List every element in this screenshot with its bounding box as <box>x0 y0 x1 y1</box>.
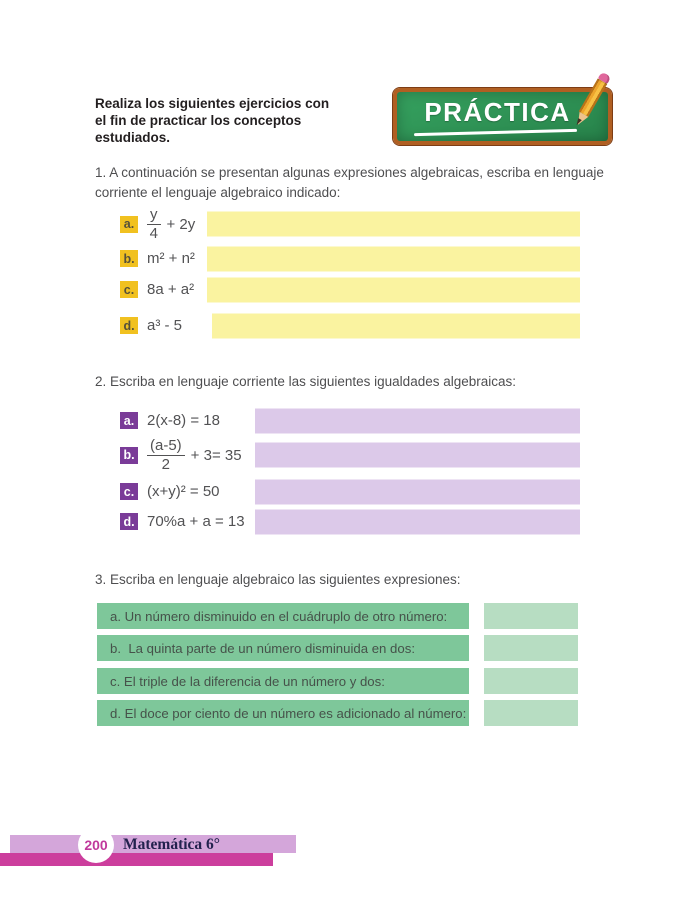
item-expression: $\frac{y}{4}$ + 2y <box>147 207 195 242</box>
answer-box[interactable] <box>212 313 580 338</box>
intro-text: Realiza los siguientes ejercicios con el fin de practicar los conceptos estudiados. <box>95 96 330 146</box>
footer-bar-magenta <box>0 853 273 866</box>
item-expression: 8a + a² <box>147 281 195 298</box>
item-badge: a. <box>120 412 138 429</box>
item-badge: b. <box>120 250 138 267</box>
exercise-1-item-a <box>120 206 580 242</box>
exercise-1-item-d <box>120 313 580 338</box>
exercise-3-item-b <box>97 635 578 661</box>
fraction: $\frac{(a-5)}{2}$ <box>147 438 185 473</box>
exercise-1-item-b <box>120 246 580 271</box>
answer-box[interactable] <box>484 603 578 629</box>
answer-box[interactable] <box>207 277 580 302</box>
exercise-3-item-a <box>97 603 578 629</box>
fraction: $\frac{y}{4}$ <box>147 207 161 242</box>
page-number-badge: 200 <box>78 827 114 863</box>
book-title: Matemática 6° <box>123 836 221 853</box>
item-expression: a³ - 5 <box>147 317 183 334</box>
item-badge: b. <box>120 447 138 464</box>
item-badge: d. <box>120 513 138 530</box>
item-expression: 70%a + a = 13 <box>147 513 245 530</box>
answer-box[interactable] <box>255 443 580 468</box>
practica-title: PRÁCTICA <box>424 97 571 127</box>
answer-box[interactable] <box>484 635 578 661</box>
statement-bar: a. Un número disminuido en el cuádruplo de otro número: <box>97 603 469 629</box>
item-badge: a. <box>120 216 138 233</box>
item-expression: 2(x-8) = 18 <box>147 412 220 429</box>
statement-bar: b. La quinta parte de un número disminuida en dos: <box>97 635 469 661</box>
item-badge: d. <box>120 317 138 334</box>
exercise-1-item-c <box>120 277 580 302</box>
exercise-2-prompt: 2. Escriba en lenguaje corriente las siguientes igualdades algebraicas: <box>95 374 517 389</box>
item-badge: c. <box>120 483 138 500</box>
answer-box[interactable] <box>207 246 580 271</box>
item-badge: c. <box>120 281 138 298</box>
exercise-3-prompt: 3. Escriba en lenguaje algebraico las siguientes expresiones: <box>95 572 461 587</box>
exercise-2-item-a <box>120 408 580 433</box>
answer-box[interactable] <box>255 479 580 504</box>
answer-box[interactable] <box>255 408 580 433</box>
answer-box[interactable] <box>207 212 580 237</box>
item-expression: (x+y)² = 50 <box>147 483 220 500</box>
exercise-2-item-c <box>120 479 580 504</box>
exercise-3-item-c <box>97 668 578 694</box>
exercise-1-prompt: 1. A continuación se presentan algunas expresiones algebraicas, escriba en lenguaje corriente el lenguaje algebraico indicado: <box>95 165 604 201</box>
item-expression: $\frac{(a-5)}{2}$ + 3= 35 <box>147 438 242 473</box>
exercise-2-item-d <box>120 509 580 534</box>
statement-bar: c. El triple de la diferencia de un número y dos: <box>97 668 469 694</box>
answer-box[interactable] <box>484 668 578 694</box>
answer-box[interactable] <box>255 509 580 534</box>
exercise-2-item-b <box>120 435 580 475</box>
answer-box[interactable] <box>484 700 578 726</box>
exercise-3-item-d <box>97 700 578 726</box>
item-expression: m² + n² <box>147 250 195 267</box>
statement-bar: d. El doce por ciento de un número es adicionado al número: <box>97 700 469 726</box>
